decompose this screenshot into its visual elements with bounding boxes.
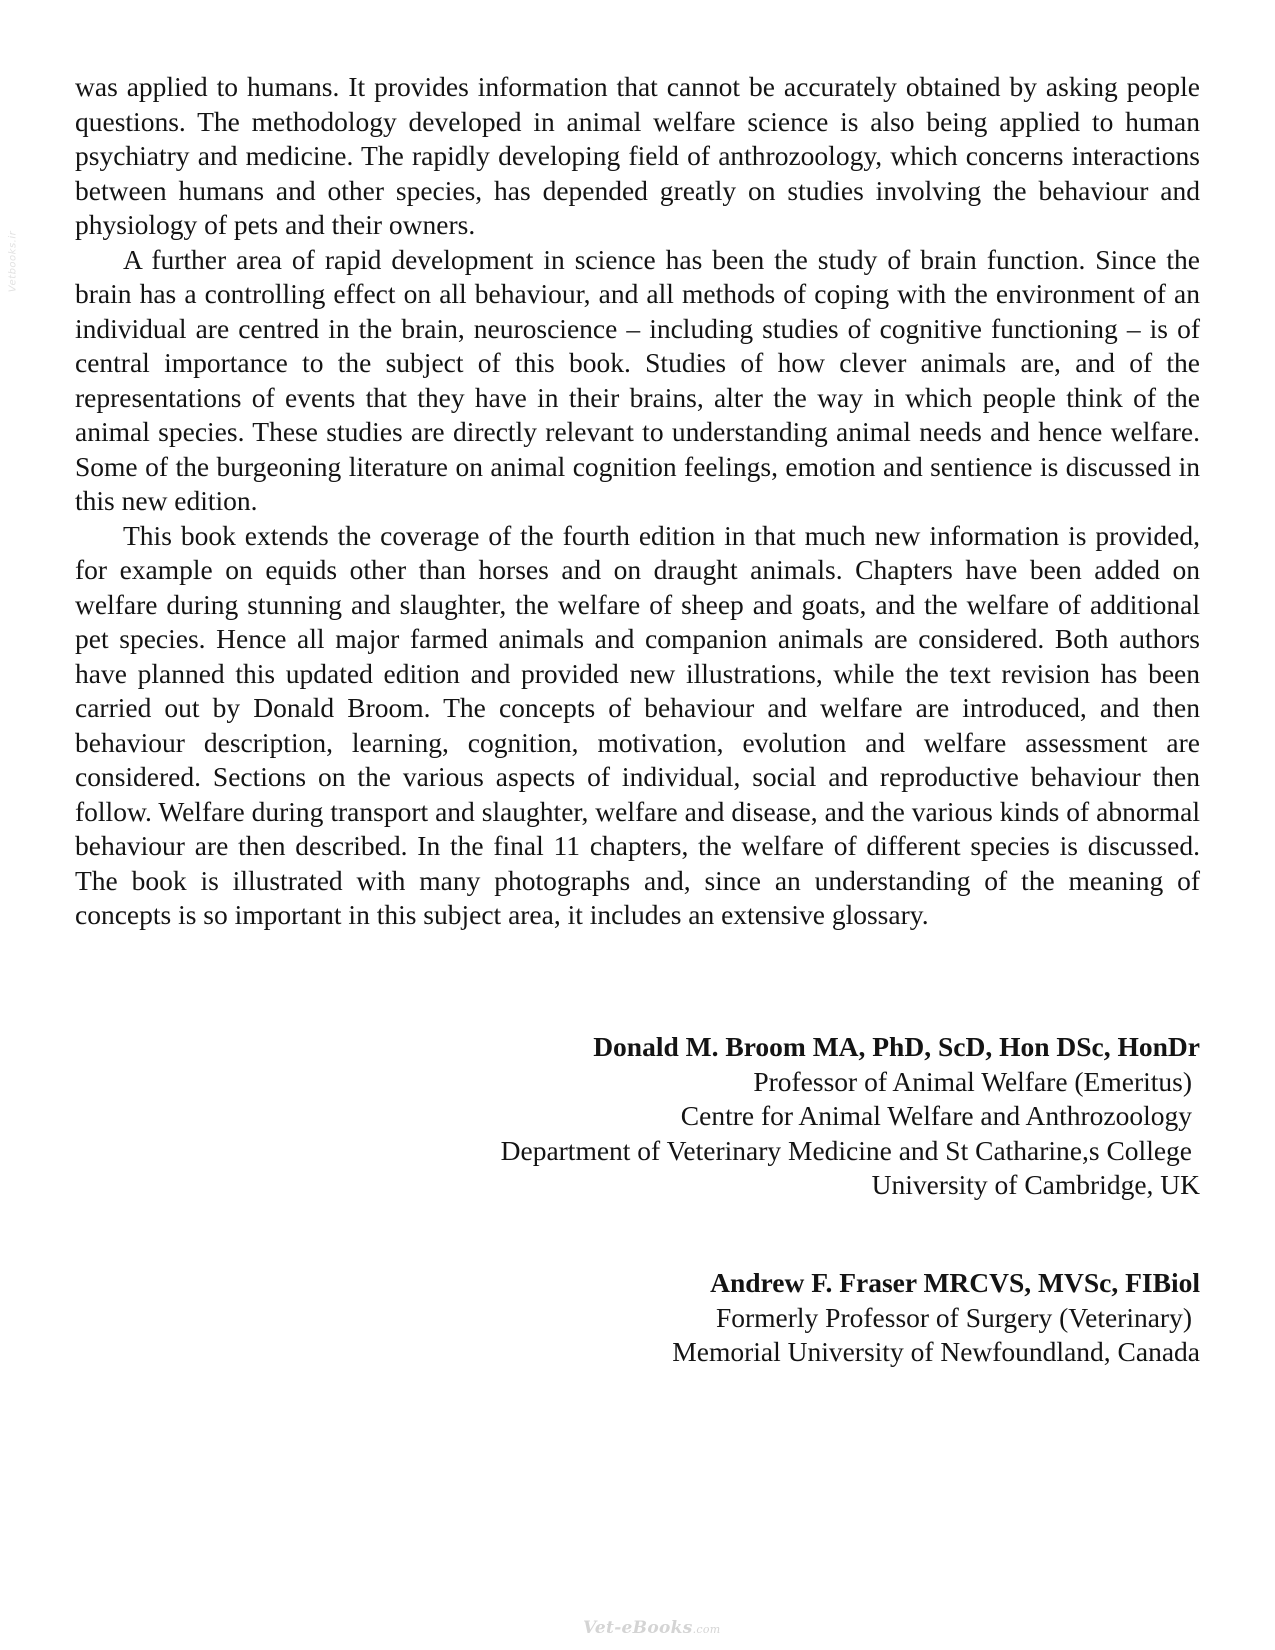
preface-body	[75, 70, 1200, 933]
paragraph-1: was applied to humans. It provides information that cannot be accurately obtained by asking people questions. The methodology developed in animal welfare science is also being applied to human psychiatry and medicine. The rapidly developing field of anthrozoology, which concerns interactions between humans and other species, has depended greatly on studies involving the behaviour and physiology of pets and their owners.	[75, 71, 1200, 240]
author-signature-broom	[300, 1030, 1200, 1203]
paragraph-3: This book extends the coverage of the fourth edition in that much new information is provided, for example on equids other than horses and on draught animals. Chapters have been added on welfare during stunning and slaughter, the welfare of sheep and goats, and the welfare of additional pet species. Hence all major farmed animals and companion animals are considered. Both authors have planned this updated edition and provided new illustrations, while the text revision has been carried out by Donald Broom. The concepts of behaviour and welfare are introduced, and then behaviour description, learning, cognition, motivation, evolution and welfare assessment are considered. Sections on the various aspects of individual, social and reproductive behaviour then follow. Welfare during transport and slaughter, welfare and disease, and the various kinds of abnormal behaviour are then described. In the final 11 chapters, the welfare of different species is discussed. The book is illustrated with many photographs and, since an understanding of the meaning of concepts is so important in this subject area, it includes an extensive glossary.	[75, 519, 1200, 930]
author-name: Andrew F. Fraser MRCVS, MVSc, FIBiol	[710, 1267, 1200, 1298]
author-affiliation-line: Formerly Professor of Surgery (Veterinary)	[715, 1301, 1192, 1333]
author-signature-fraser	[300, 1266, 1200, 1370]
side-watermark: Vetbooks.ir	[7, 230, 19, 293]
paragraph-2: A further area of rapid development in science has been the study of brain function. Since the brain has a controlling effect on all behaviour, and all methods of coping with the environment of an individual are centred in the brain, neuroscience – including studies of cognitive functioning – is of central importance to the subject of this book. Studies of how clever animals are, and of the representations of events that they have in their brains, alter the way in which people think of the animal species. These studies are directly relevant to understanding animal needs and hence welfare. Some of the burgeoning literature on animal cognition feelings, emotion and sentience is discussed in this new edition.	[75, 243, 1200, 516]
author-affiliation-line: Centre for Animal Welfare and Anthrozoology	[680, 1100, 1192, 1131]
footer-watermark-domain: .com	[692, 1623, 721, 1636]
footer-watermark-text: Vet-eBooks	[583, 1618, 693, 1638]
author-name: Donald M. Broom MA, PhD, ScD, Hon DSc, HonDr	[593, 1031, 1200, 1062]
author-affiliation-line: University of Cambridge, UK	[871, 1169, 1200, 1200]
author-affiliation-line: Professor of Animal Welfare (Emeritus)	[753, 1065, 1192, 1097]
author-affiliation-line: Memorial University of Newfoundland, Canada	[672, 1336, 1200, 1367]
footer-watermark-logo	[583, 1618, 721, 1638]
author-affiliation-line: Department of Veterinary Medicine and St Catharine,s College	[500, 1134, 1192, 1166]
